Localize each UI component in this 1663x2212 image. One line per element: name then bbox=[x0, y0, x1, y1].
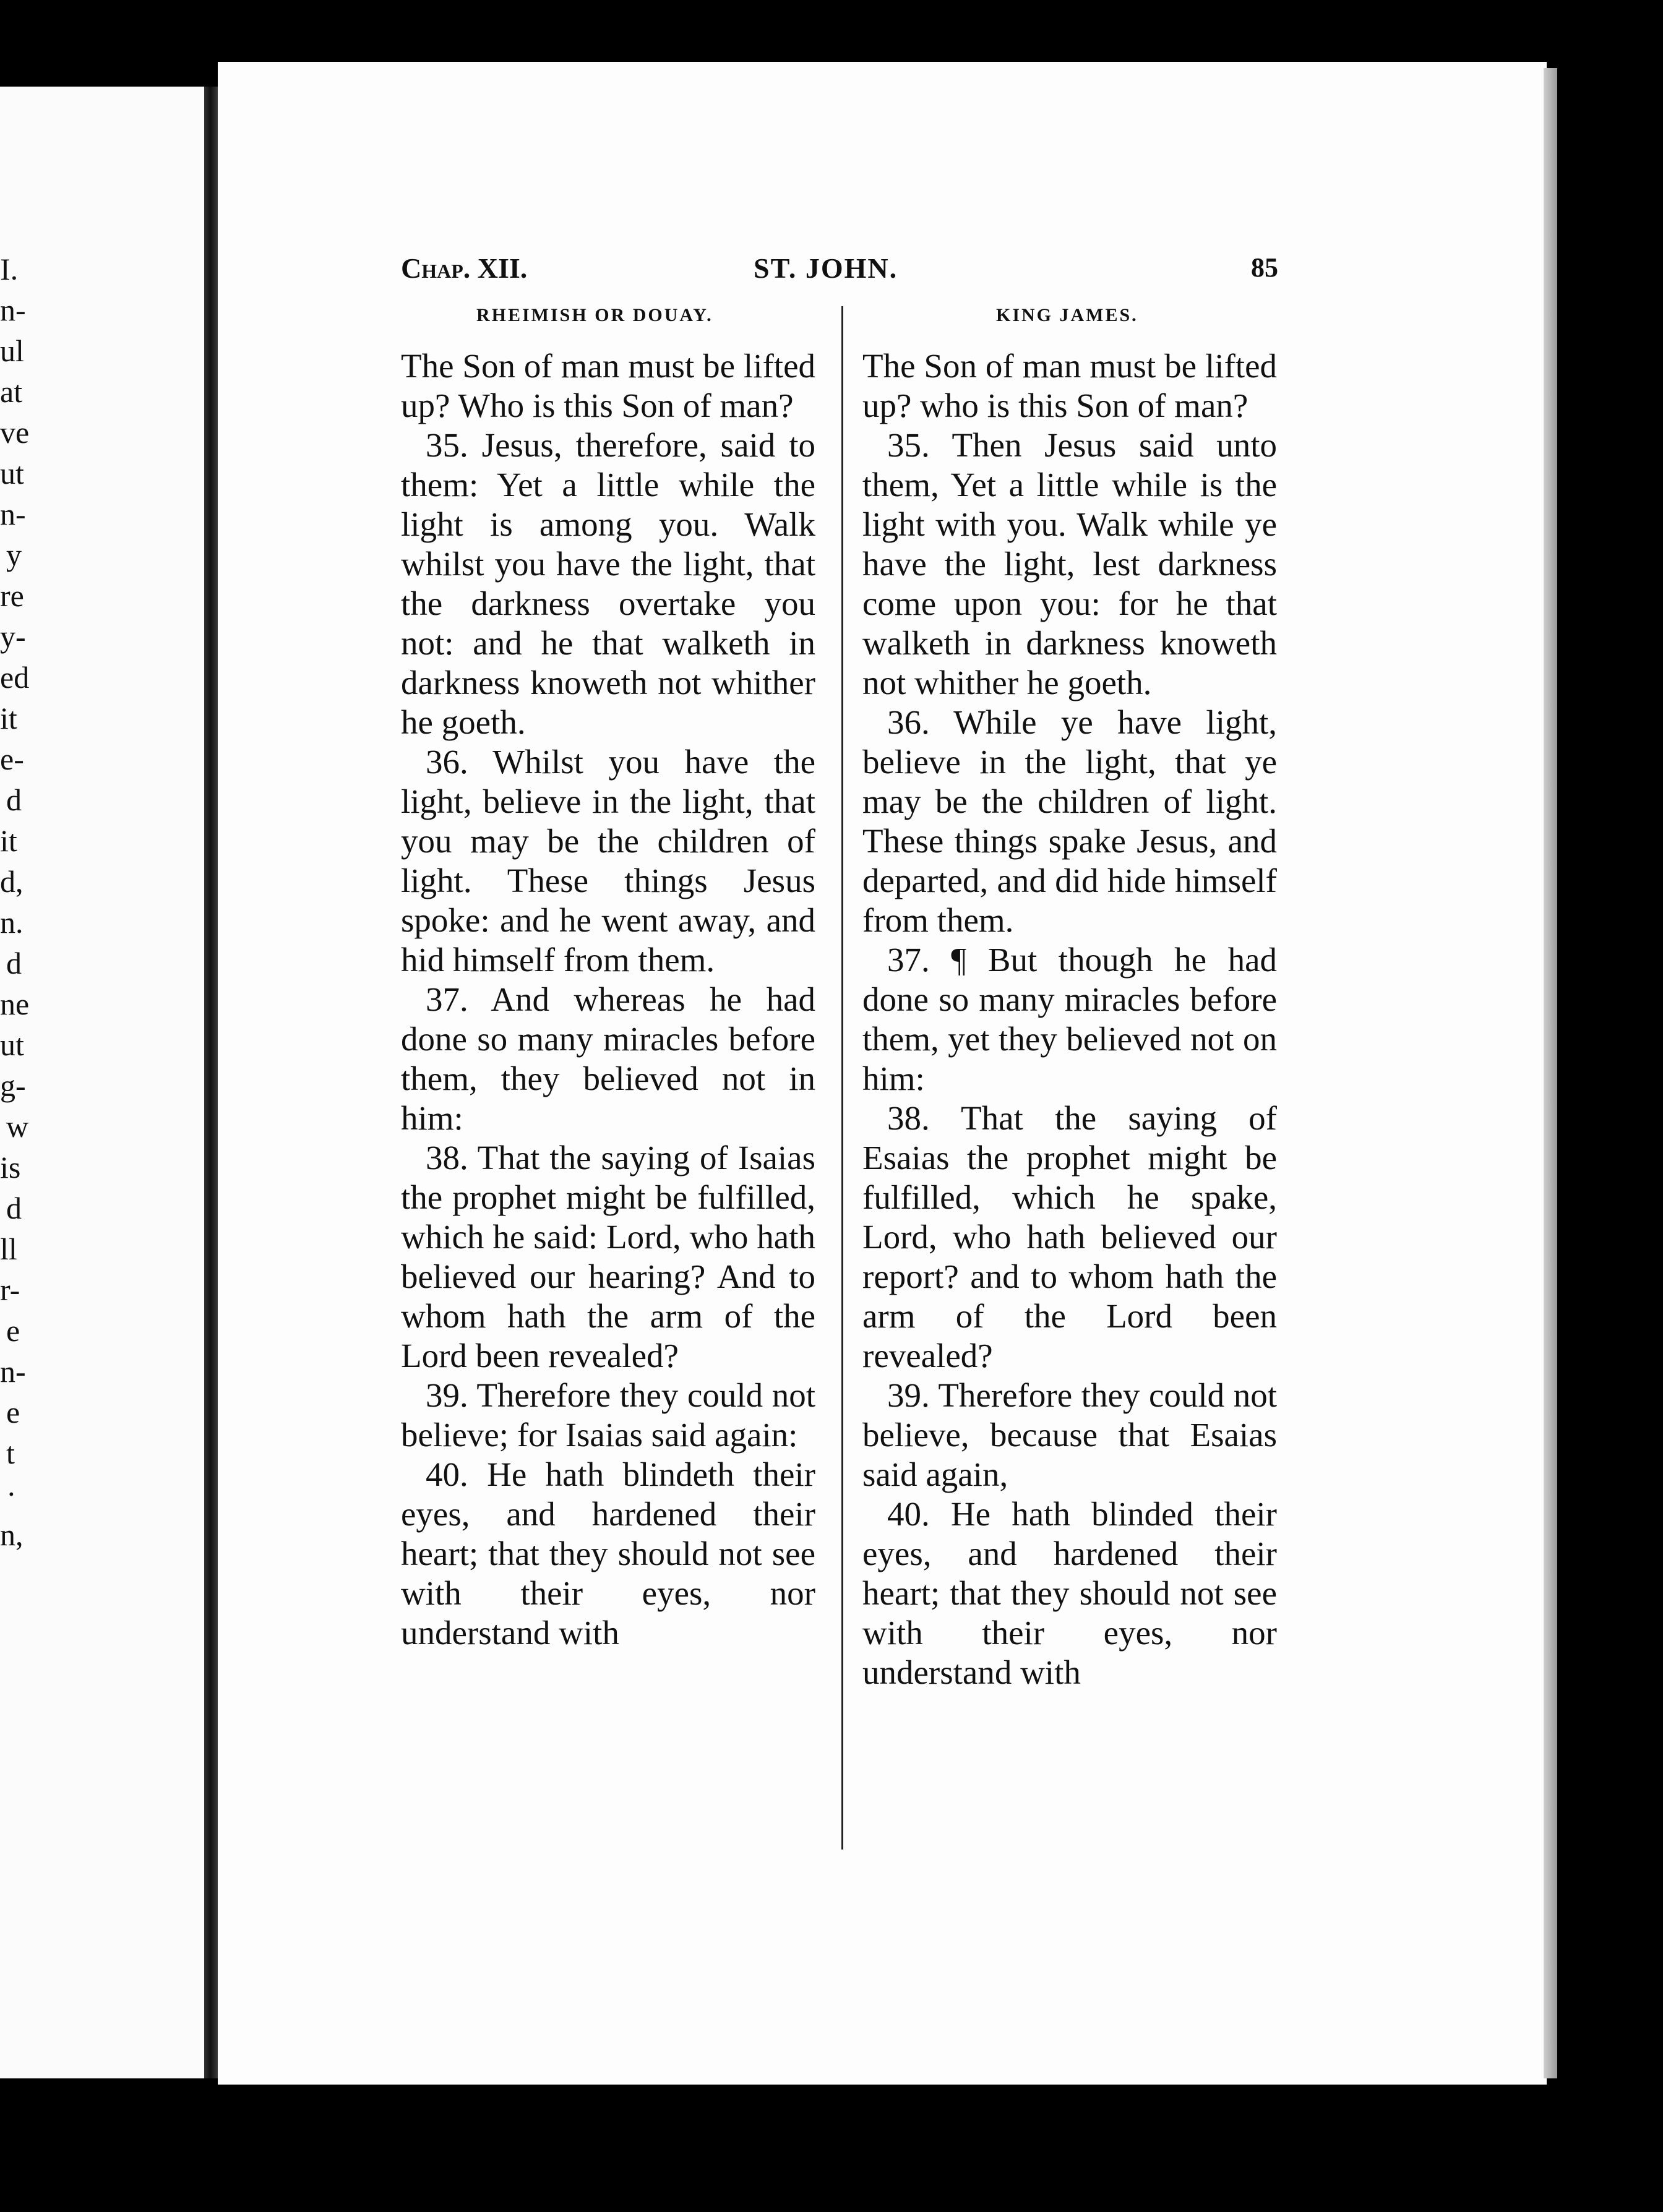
left-page-fragment: re bbox=[0, 578, 24, 613]
book-title: ST. JOHN. bbox=[754, 252, 898, 284]
left-page-fragment: n- bbox=[0, 1354, 26, 1389]
running-header bbox=[401, 252, 1278, 289]
left-page-fragment: r- bbox=[0, 1272, 20, 1307]
column-divider bbox=[841, 306, 843, 1850]
left-page-fragment: n- bbox=[0, 293, 26, 327]
chapter-label: Chap. XII. bbox=[401, 252, 528, 284]
left-page-fragment: n. bbox=[0, 905, 24, 940]
left-page-fragment: ll bbox=[0, 1232, 17, 1266]
left-page-fragment: w bbox=[6, 1109, 29, 1144]
left-page-fragment: n, bbox=[0, 1517, 24, 1552]
paragraph: The Son of man must be lifted up? Who is this Son of man? bbox=[401, 347, 815, 424]
verse-36: 36. Whilst you have the light, believe in the light, that you may be the children of light. These things Jesus spoke: and he went away, and hid himself from them. bbox=[401, 743, 815, 979]
verse-37: 37. ¶ But though he had done so many miracles before them, yet they believed not on him: bbox=[862, 941, 1277, 1097]
verse-39: 39. Therefore they could not believe, because that Esaias said again, bbox=[862, 1376, 1277, 1493]
left-page-fragment: e- bbox=[0, 742, 24, 776]
page-edge-stack bbox=[1544, 68, 1557, 2078]
right-column-label: KING JAMES. bbox=[996, 305, 1138, 325]
left-page-fragment: d bbox=[6, 1191, 22, 1225]
left-page-fragment: ne bbox=[0, 987, 30, 1021]
left-page-fragment: e bbox=[6, 1313, 20, 1348]
verse-40: 40. He hath blindeth their eyes, and hardened their heart; that they should not see with their eyes, nor understand with bbox=[401, 1455, 815, 1652]
left-page-fragment: ve bbox=[0, 415, 30, 450]
left-page-fragment: n- bbox=[0, 497, 26, 531]
verse-38: 38. That the saying of Esaias the prophet might be fulfilled, which he spake, Lord, who hath believed our report? and to whom hath the arm of the Lord been revealed? bbox=[862, 1099, 1277, 1374]
left-page-fragment: · bbox=[6, 1477, 17, 1511]
left-page-fragment: ut bbox=[0, 456, 24, 491]
page-number: 85 bbox=[1251, 252, 1278, 283]
verse-40: 40. He hath blinded their eyes, and hardened their heart; that they should not see with their eyes, nor understand with bbox=[862, 1495, 1277, 1691]
left-page-fragment: d, bbox=[0, 864, 24, 899]
verse-35: 35. Jesus, therefore, said to them: Yet a little while the light is among you. Walk whilst you have the light, that the darkness overtake you not: and he that walketh in darkness knoweth not whither he goeth. bbox=[401, 426, 815, 741]
paragraph: The Son of man must be lifted up? who is this Son of man? bbox=[862, 347, 1277, 424]
verse-37: 37. And whereas he had done so many miracles before them, they believed not in him: bbox=[401, 980, 815, 1137]
verse-39: 39. Therefore they could not believe; for Isaias said again: bbox=[401, 1376, 815, 1454]
left-page-fragment: e bbox=[6, 1395, 20, 1430]
douay-column bbox=[401, 346, 815, 1653]
left-page-fragment: t bbox=[6, 1436, 15, 1470]
verse-38: 38. That the saying of Isaias the prophet might be fulfilled, which he said: Lord, who hath believed our hearing? And to whom hath the arm of the Lord been revealed? bbox=[401, 1139, 815, 1374]
left-page-fragment: ul bbox=[0, 333, 24, 368]
left-column-label: RHEIMISH OR DOUAY. bbox=[476, 305, 713, 325]
left-page-fragment: at bbox=[0, 374, 23, 409]
left-page-fragment: y bbox=[6, 538, 22, 572]
left-page-fragment: d bbox=[6, 782, 22, 817]
left-page bbox=[0, 87, 213, 2078]
left-page-fragment: it bbox=[0, 701, 17, 735]
left-page-fragment: ed bbox=[0, 660, 30, 695]
verse-36: 36. While ye have light, believe in the light, that ye may be the children of light. These things spake Jesus, and departed, and did hide himself from them. bbox=[862, 703, 1277, 939]
left-page-fragment: y- bbox=[0, 619, 26, 654]
verse-35: 35. Then Jesus said unto them, Yet a little while is the light with you. Walk while ye have the light, lest darkness come upon you: for he that walketh in darkness knoweth not whither he goeth. bbox=[862, 426, 1277, 701]
king-james-column bbox=[862, 346, 1277, 1692]
left-page-fragment: is bbox=[0, 1150, 21, 1185]
left-page-fragment: I. bbox=[0, 252, 19, 286]
left-page-fragment: ut bbox=[0, 1027, 24, 1062]
left-page-fragment: g- bbox=[0, 1068, 26, 1103]
left-page-fragment: d bbox=[6, 946, 22, 980]
left-page-fragment: it bbox=[0, 823, 17, 858]
